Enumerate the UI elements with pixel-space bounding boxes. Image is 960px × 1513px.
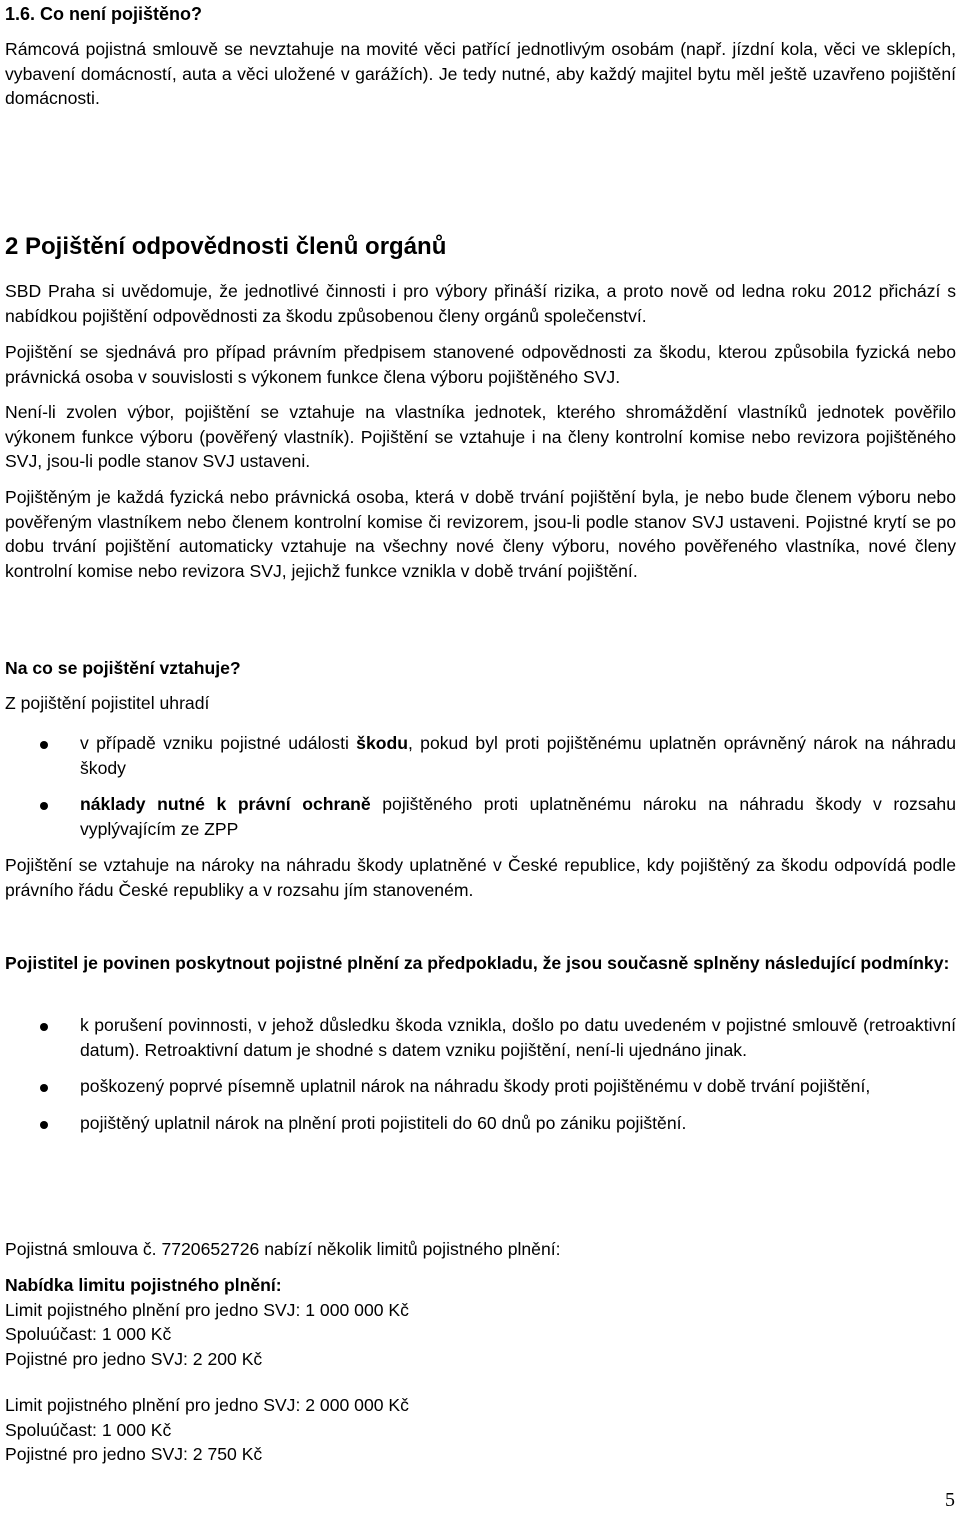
bullet-icon [40,1023,48,1031]
paragraph-territory: Pojištění se vztahuje na nároky na náhradu škody uplatněné v České republice, kdy pojištěný za škodu odpovídá podle právního řádu České republiky a v rozsahu jím stanoveném. [5,855,956,900]
paragraph-no-committee: Není-li zvolen výbor, pojištění se vztahuje na vlastníka jednotek, kterého shromáždění vlastníků jednotek pověřilo výkonem funkce výboru (pověřený vlastník). Pojištění se vztahuje i na členy kontrolní komise nebo revizora pojištěného SVJ, jsou-li podle stanov SVJ ustaveni. [5,402,956,471]
offer-block-2 [5,1393,956,1467]
paragraph-intro: SBD Praha si uvědomuje, že jednotlivé činnosti i pro výbory přináší rizika, a proto nově od ledna roku 2012 přichází s nabídkou pojištění odpovědnosti za škodu způsobenou členy orgánů společenství. [5,281,956,326]
conditions-heading: Pojistitel je povinen poskytnout pojistné plnění za předpokladu, že jsou současně splněny následující podmínky: [5,953,950,973]
conditions-list [5,1013,956,1135]
option1-limit: Limit pojistného plnění pro jedno SVJ: 1 000 000 Kč [5,1299,409,1320]
option1-deductible: Spoluúčast: 1 000 Kč [5,1324,172,1344]
option2-deductible: Spoluúčast: 1 000 Kč [5,1419,172,1440]
emphasis-damage: škodu [356,733,408,753]
list-item: náklady nutné k právní ochraně pojištěného proti uplatněnému nároku na náhradu škody v rozsahu vyplývajícím ze ZPP [5,792,956,841]
emphasis-legal-costs: náklady nutné k právní ochraně [80,794,371,814]
coverage-list [5,731,956,841]
coverage-heading: Na co se pojištění vztahuje? [5,658,241,678]
list-item: pojištěný uplatnil nárok na plnění proti pojistiteli do 60 dnů po zániku pojištění. [5,1111,956,1136]
option1-premium: Pojistné pro jedno SVJ: 2 200 Kč [5,1348,263,1369]
bullet-icon [40,802,48,810]
page-number: 5 [945,1489,955,1511]
list-item: v případě vzniku pojistné události škodu, pokud byl proti pojištěnému uplatněn oprávněný nárok na náhradu škody [5,731,956,780]
section-heading-1-6: 1.6. Co není pojištěno? [5,4,203,24]
coverage-intro: Z pojištění pojistitel uhradí [5,693,210,713]
list-item: poškozený poprvé písemně uplatnil nárok na náhradu škody proti pojištěnému v době trvání pojištění, [5,1074,956,1099]
bullet-icon [40,1121,48,1129]
bullet-icon [40,741,48,749]
option2-limit: Limit pojistného plnění pro jedno SVJ: 2 000 000 Kč [5,1395,409,1415]
option2-premium: Pojistné pro jedno SVJ: 2 750 Kč [5,1444,263,1464]
paragraph-not-insured: Rámcová pojistná smlouvě se nevztahuje na movité věci patřící jednotlivým osobám (např. jízdní kola, věci ve sklepích, vybavení domácností, auta a věci uložené v garážích). Je tedy nutné, aby každý majitel bytu měl ještě uzavřeno pojištění domácnosti. [5,39,956,108]
offer-heading: Nabídka limitu pojistného plnění: [5,1275,282,1295]
list-item: k porušení povinnosti, v jehož důsledku škoda vznikla, došlo po datu uvedeném v pojistné smlouvě (retroaktivní datum). Retroaktivní datum je shodné s datem vzniku pojištění, není-li ujednáno jinak. [5,1013,956,1062]
offer-intro: Pojistná smlouva č. 7720652726 nabízí několik limitů pojistného plnění: [5,1239,561,1259]
bullet-icon [40,1084,48,1092]
offer-block [5,1273,956,1371]
section-heading-2: 2 Pojištění odpovědnosti členů orgánů [5,233,447,260]
paragraph-scope: Pojištění se sjednává pro případ právním předpisem stanovené odpovědnosti za škodu, kterou způsobila fyzická nebo právnická osoba v souvislosti s výkonem funkce člena výboru pojištěného SVJ. [5,342,956,387]
paragraph-insured-persons: Pojištěným je každá fyzická nebo právnická osoba, která v době trvání pojištění byla, je nebo bude členem výboru nebo pověřeným vlastníkem nebo členem kontrolní komise či revizorem, jsou-li podle stanov SVJ ustaveni. Pojistné krytí se po dobu trvání pojištění automaticky vztahuje na všechny nové členy výboru, nového pověřeného vlastníka, nové členy kontrolní komise nebo revizora SVJ, jejichž funkce vznikla v době trvání pojištění. [5,487,956,581]
